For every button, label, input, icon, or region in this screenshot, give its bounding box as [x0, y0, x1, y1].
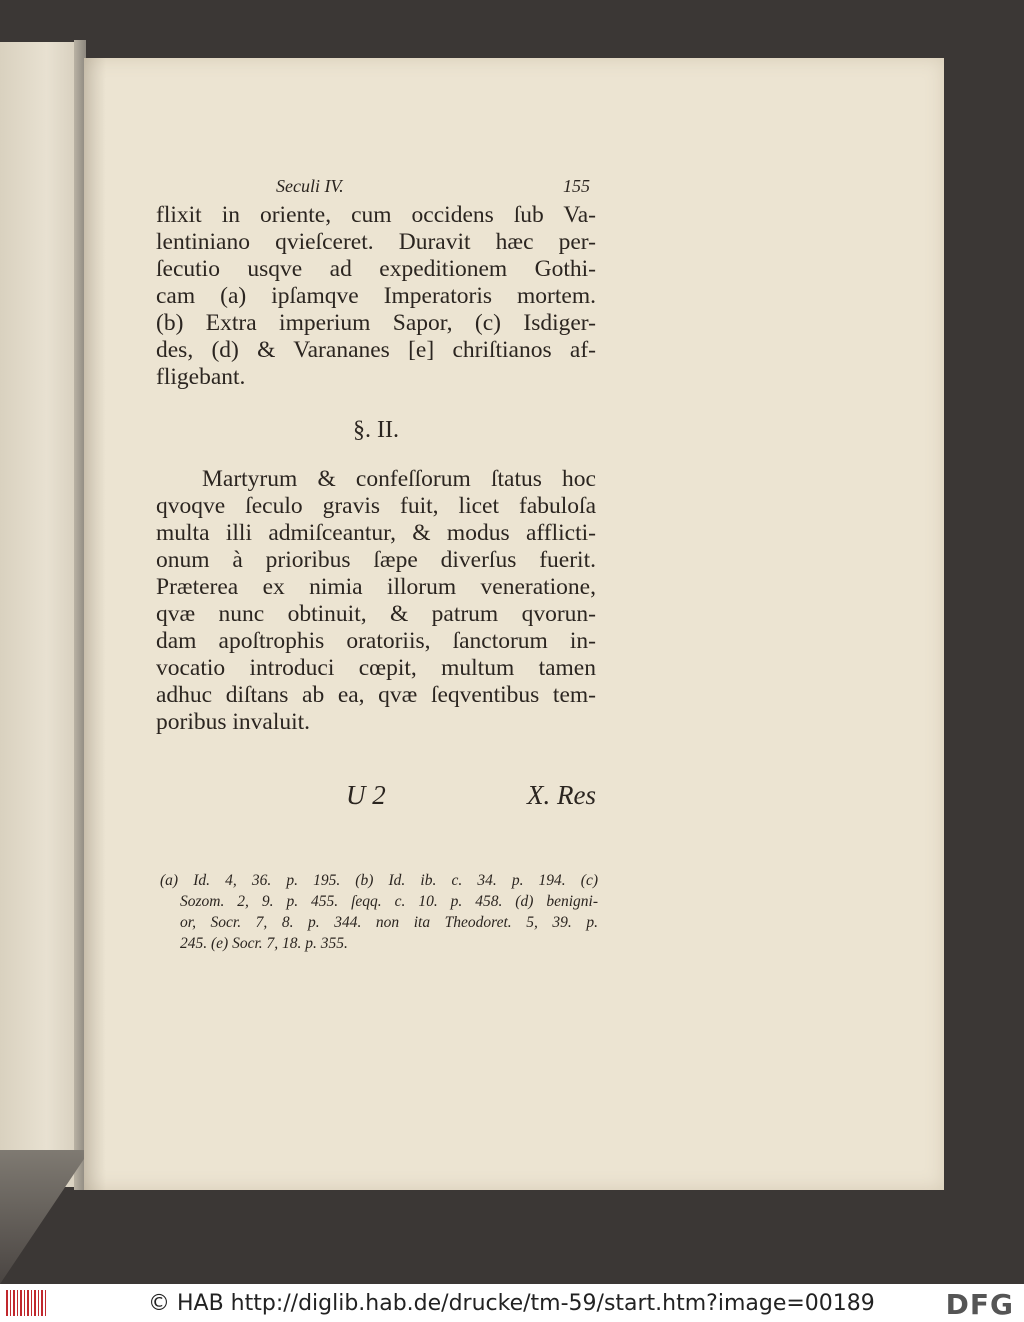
footnote-line: (a) Id. 4, 36. p. 195. (b) Id. ib. c. 34. p. 194. (c) [160, 872, 598, 889]
hab-barcode-icon [6, 1290, 48, 1316]
text-line: fligebant. [156, 364, 246, 390]
paragraph-2 [156, 466, 596, 736]
page-fold-shadow [0, 1150, 90, 1284]
text-line: Præterea ex nimia illorum veneratione, [156, 574, 596, 600]
text-line: flixit in oriente, cum occidens ſub Va- [156, 202, 596, 228]
text-line: poribus invaluit. [156, 709, 311, 735]
running-head-title: Seculi IV. [276, 176, 344, 196]
paragraph-1 [156, 202, 596, 391]
footer-bar [0, 1284, 1024, 1322]
footnote-line: Sozom. 2, 9. p. 455. ſeqq. c. 10. p. 458. (d) benigni- [180, 893, 598, 910]
section-heading: §. II. [353, 417, 399, 443]
main-text-block [156, 176, 596, 736]
text-line: ſecutio usqve ad expeditionem Gothi- [156, 256, 596, 282]
copyright-url[interactable]: © HAB http://diglib.hab.de/drucke/tm-59/start.htm?image=00189 [148, 1290, 875, 1316]
catchword-line [156, 780, 596, 811]
catchword: X. Res [527, 780, 596, 810]
footnotes [160, 870, 598, 954]
text-line: onum à prioribus ſæpe diverſus fuerit. [156, 547, 596, 573]
text-line: des, (d) & Varananes [e] chriſtianos af- [156, 337, 596, 363]
text-line: cam (a) ipſamqve Imperatoris mortem. [156, 283, 596, 309]
text-line: Martyrum & confeſſorum ſtatus hoc [202, 466, 596, 492]
text-line: dam apoſtrophis oratoriis, ſanctorum in- [156, 628, 596, 654]
text-line: multa illi admiſceantur, & modus afflicti- [156, 520, 596, 546]
text-line: (b) Extra imperium Sapor, (c) Isdiger- [156, 310, 596, 336]
facing-page-edge [0, 42, 78, 1187]
text-line: qvæ nunc obtinuit, & patrum qvorun- [156, 601, 596, 627]
running-head [156, 176, 596, 202]
text-line: adhuc diſtans ab ea, qvæ ſeqventibus tem- [156, 682, 596, 708]
book-page [84, 58, 944, 1190]
dfg-logo: DFG [945, 1288, 1014, 1321]
text-line: lentiniano qvieſceret. Duravit hæc per- [156, 229, 596, 255]
footnote-line: or, Socr. 7, 8. p. 344. non ita Theodoret. 5, 39. p. [180, 914, 598, 931]
text-line: vocatio introduci cœpit, multum tamen [156, 655, 596, 681]
text-line: qvoqve ſeculo gravis fuit, licet fabuloſa [156, 493, 596, 519]
footnote-line: 245. (e) Socr. 7, 18. p. 355. [180, 935, 348, 952]
signature-mark: U 2 [346, 780, 386, 810]
page-number: 155 [563, 176, 590, 196]
